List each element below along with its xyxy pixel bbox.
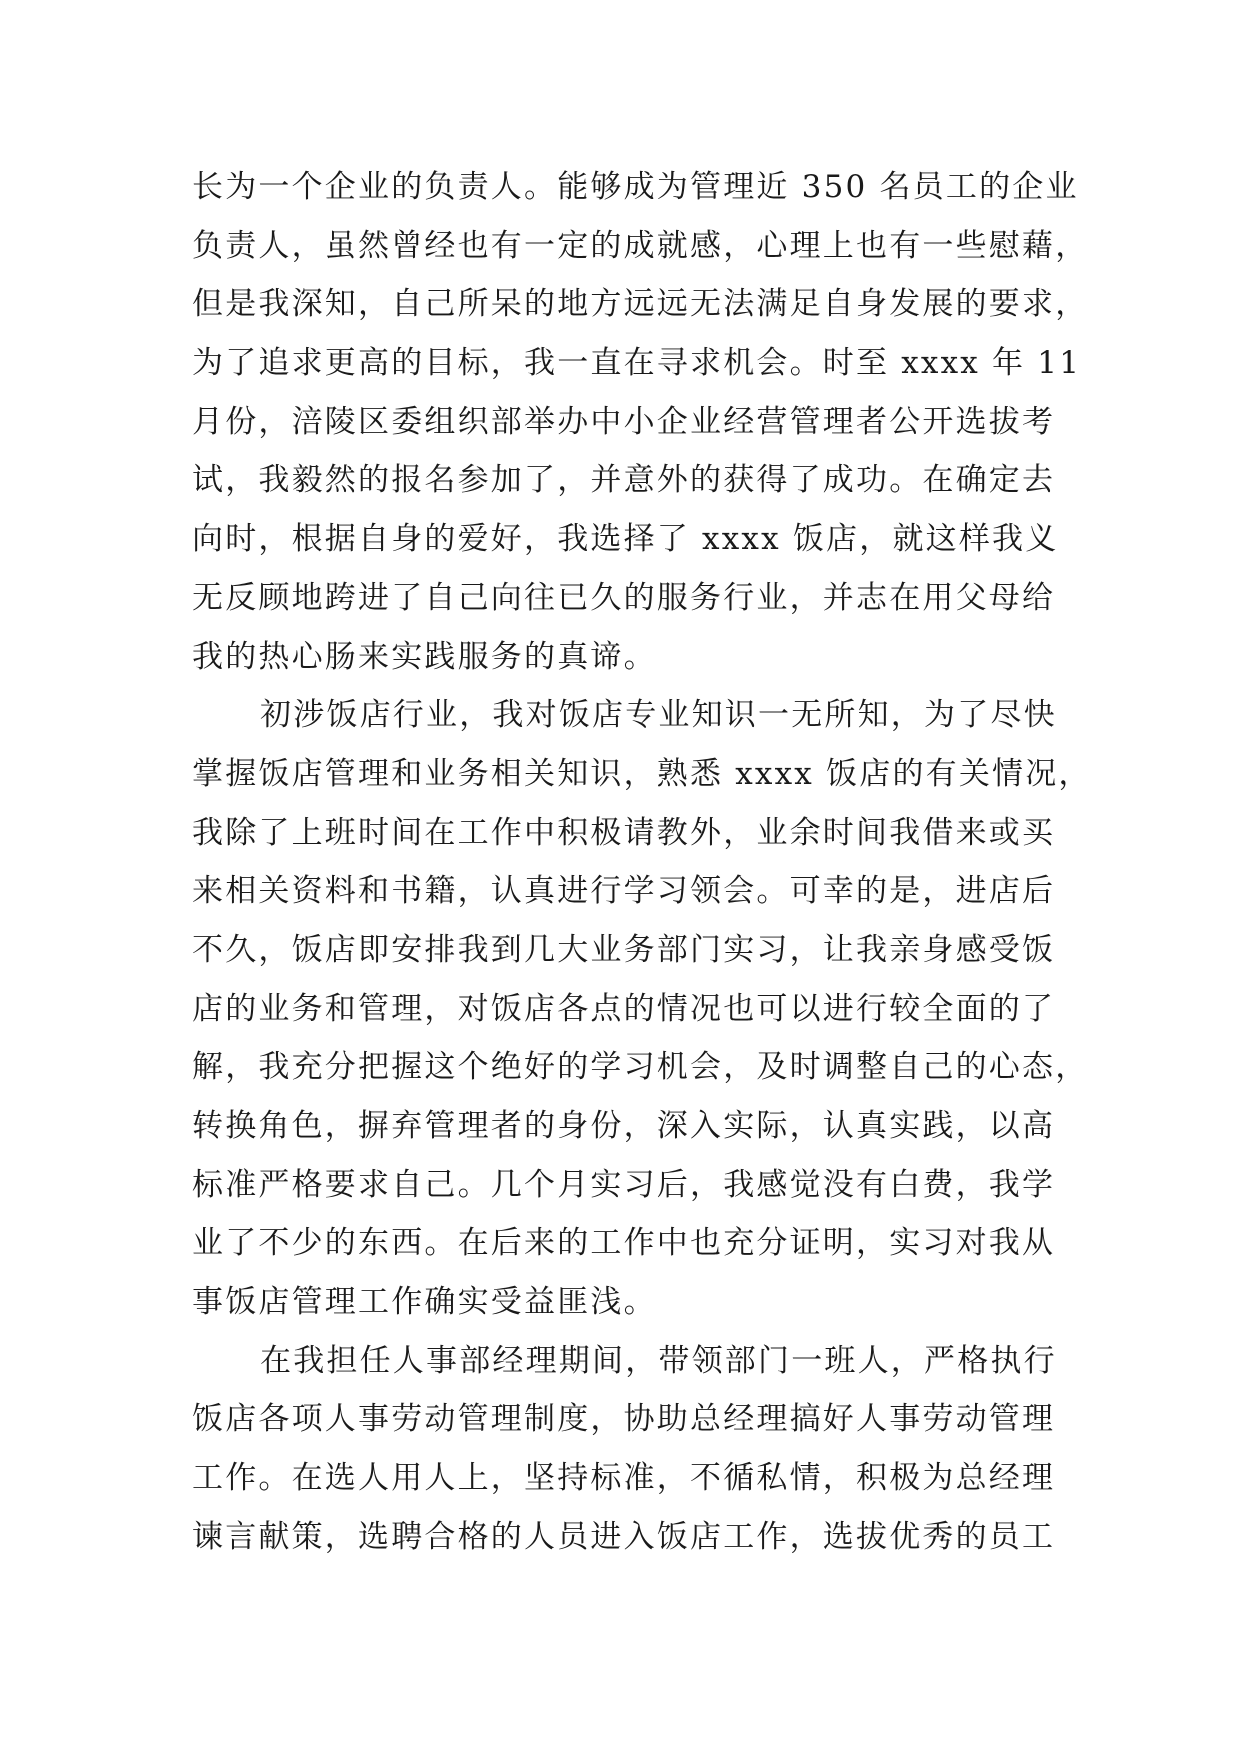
- paragraph-1: [192, 158, 1092, 686]
- text-line: 饭店各项人事劳动管理制度，协助总经理搞好人事劳动管理: [192, 1401, 1056, 1438]
- text-line: 来相关资料和书籍，认真进行学习领会。可幸的是，进店后: [192, 873, 1056, 910]
- text-line: 我除了上班时间在工作中积极请教外，业余时间我借来或买: [192, 814, 1056, 851]
- text-line: 为了追求更高的目标，我一直在寻求机会。时至 xxxx 年 11: [192, 345, 1082, 382]
- text-line: 工作。在选人用人上，坚持标准，不循私情，积极为总经理: [192, 1460, 1056, 1497]
- text-line: 转换角色，摒弃管理者的身份，深入实际，认真实践，以高: [192, 1108, 1056, 1144]
- text-line: 向时，根据自身的爱好，我选择了 xxxx 饭店，就这样我义: [192, 521, 1059, 558]
- text-line: 无反顾地跨进了自己向往已久的服务行业，并志在用父母给: [192, 579, 1056, 616]
- text-line: 我的热心肠来实践服务的真谛。: [192, 638, 657, 675]
- text-line: 事饭店管理工作确实受益匪浅。: [192, 1284, 657, 1321]
- text-line: 但是我深知，自己所呆的地方远远无法满足自身发展的要求，: [192, 286, 1089, 323]
- text-line-indented: 在我担任人事部经理期间，带领部门一班人，严格执行: [260, 1342, 1057, 1379]
- text-line: 负责人，虽然曾经也有一定的成就感，心理上也有一些慰藉，: [192, 227, 1089, 264]
- text-line-indented: 初涉饭店行业，我对饭店专业知识一无所知，为了尽快: [260, 697, 1057, 734]
- text-line: 掌握饭店管理和业务相关知识，熟悉 xxxx 饭店的有关情况，: [192, 755, 1092, 792]
- text-line: 月份，涪陵区委组织部举办中小企业经营管理者公开选拔考: [192, 403, 1056, 440]
- text-line: 试，我毅然的报名参加了，并意外的获得了成功。在确定去: [192, 462, 1056, 499]
- paragraph-2: [192, 686, 1092, 1332]
- text-line: 标准严格要求自己。几个月实习后，我感觉没有白费，我学: [192, 1166, 1056, 1203]
- text-line: 谏言献策，选聘合格的人员进入饭店工作，选拔优秀的员工: [192, 1518, 1056, 1555]
- paragraph-3: [192, 1332, 1092, 1567]
- text-line: 业了不少的东西。在后来的工作中也充分证明，实习对我从: [192, 1225, 1056, 1262]
- text-line: 店的业务和管理，对饭店各点的情况也可以进行较全面的了: [192, 990, 1056, 1027]
- text-line: 长为一个企业的负责人。能够成为管理近 350 名员工的企业: [192, 169, 1079, 205]
- document-body: [192, 158, 1092, 1567]
- text-line: 不久，饭店即安排我到几大业务部门实习，让我亲身感受饭: [192, 931, 1056, 968]
- text-line: 解，我充分把握这个绝好的学习机会，及时调整自己的心态，: [192, 1049, 1089, 1086]
